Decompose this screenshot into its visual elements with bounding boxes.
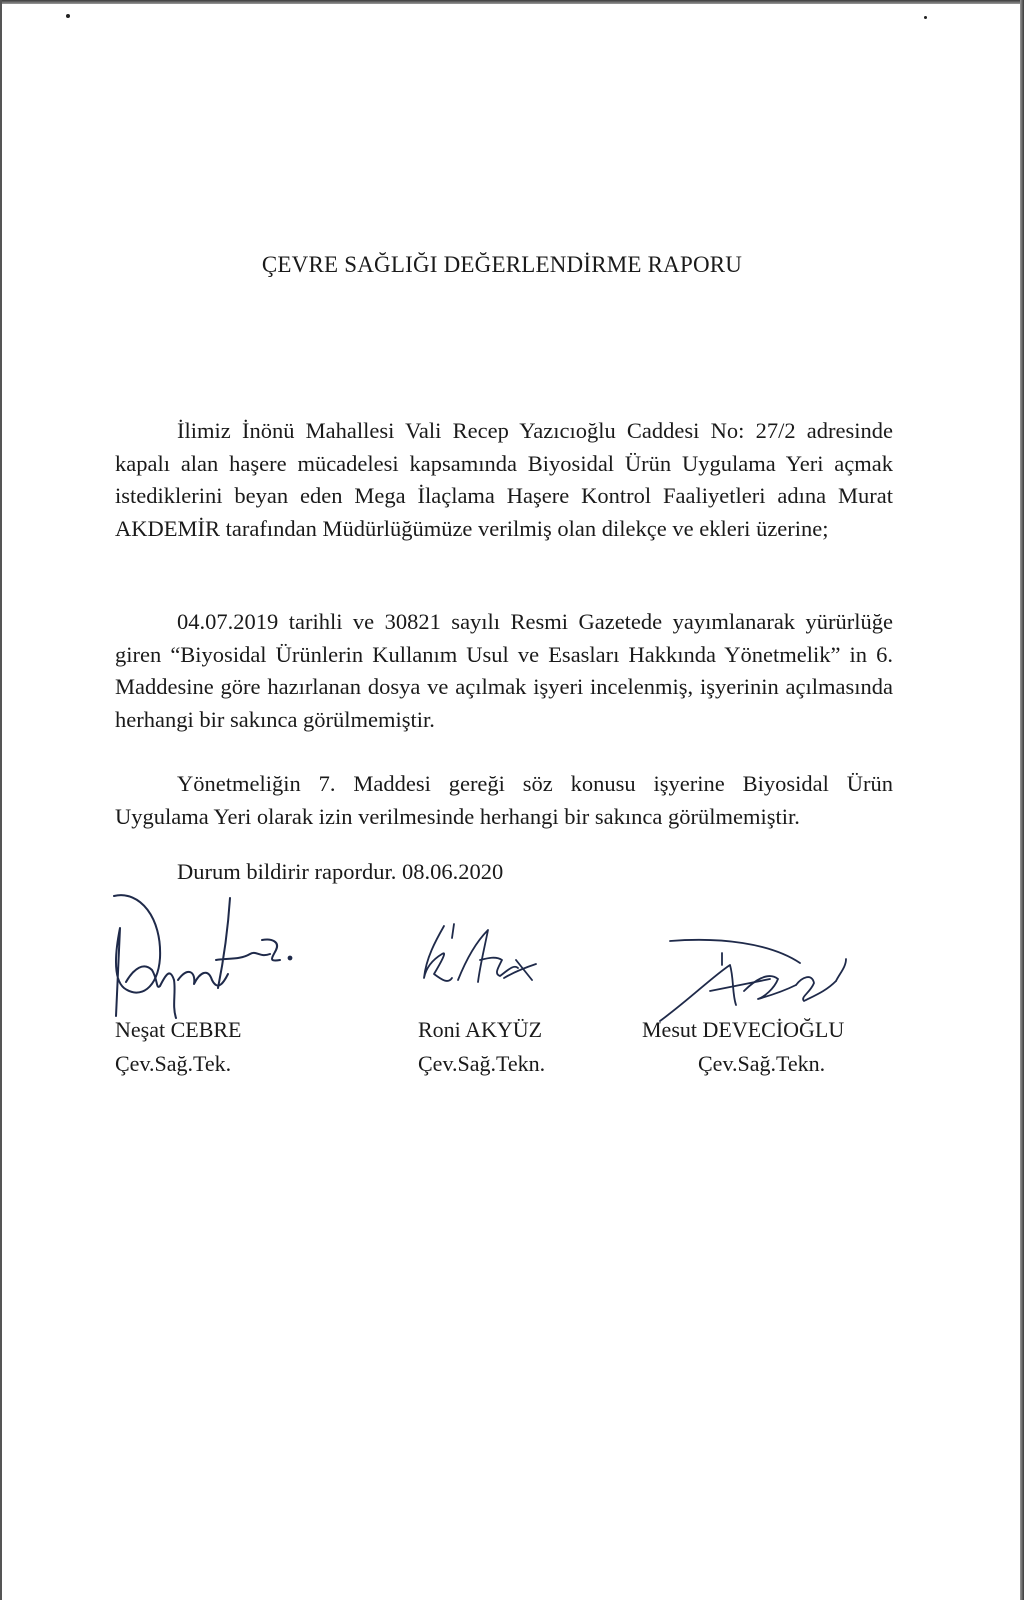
paragraph-closing-date: Durum bildirir rapordur. 08.06.2020 xyxy=(177,859,504,884)
scan-speck xyxy=(924,16,927,19)
scan-edge-top xyxy=(0,0,1024,4)
signatory-2-title: Çev.Sağ.Tekn. xyxy=(418,1051,546,1076)
signatory-3-name: Mesut DEVECİOĞLU xyxy=(642,1017,845,1042)
report-title: ÇEVRE SAĞLIĞI DEĞERLENDİRME RAPORU xyxy=(261,252,743,277)
signature-1-icon xyxy=(100,888,300,1023)
signature-2-icon xyxy=(418,920,548,1005)
signatory-3-title: Çev.Sağ.Tekn. xyxy=(698,1051,826,1076)
scan-speck xyxy=(66,14,70,18)
signatory-2-name: Roni AKYÜZ xyxy=(418,1017,543,1042)
scan-edge-right xyxy=(1020,0,1024,1600)
signatory-1-name: Neşat CEBRE xyxy=(115,1017,242,1042)
paragraph-intro: İlimiz İnönü Mahallesi Vali Recep Yazıcıoğlu Caddesi No: 27/2 adresinde kapalı alan haşere mücadelesi kapsamında Biyosidal Ürün Uygulama Yeri açmak istediklerini beyan eden Mega İlaçlama Haşere Kontrol Faaliyetleri adına Murat AKDEMİR tarafından Müdürlüğümüze verilmiş olan dilekçe ve ekleri üzerine; xyxy=(115,418,893,541)
paragraph-conclusion: Yönetmeliğin 7. Maddesi gereği söz konusu işyerine Biyosidal Ürün Uygulama Yeri olarak izin verilmesinde herhangi bir sakınca görülmemiştir. xyxy=(115,771,893,829)
scan-edge-left xyxy=(0,0,2,1600)
signatory-1-title: Çev.Sağ.Tek. xyxy=(115,1051,232,1076)
signature-3-icon xyxy=(650,935,865,1030)
paragraph-regulation: 04.07.2019 tarihli ve 30821 sayılı Resmi Gazetede yayımlanarak yürürlüğe giren “Biyosidal Ürünlerin Kullanım Usul ve Esasları Hakkında Yönetmelik” in 6. Maddesine göre hazırlanan dosya ve açılmak işyeri incelenmiş, işyerinin açılmasında herhangi bir sakınca görülmemiştir. xyxy=(115,609,893,732)
